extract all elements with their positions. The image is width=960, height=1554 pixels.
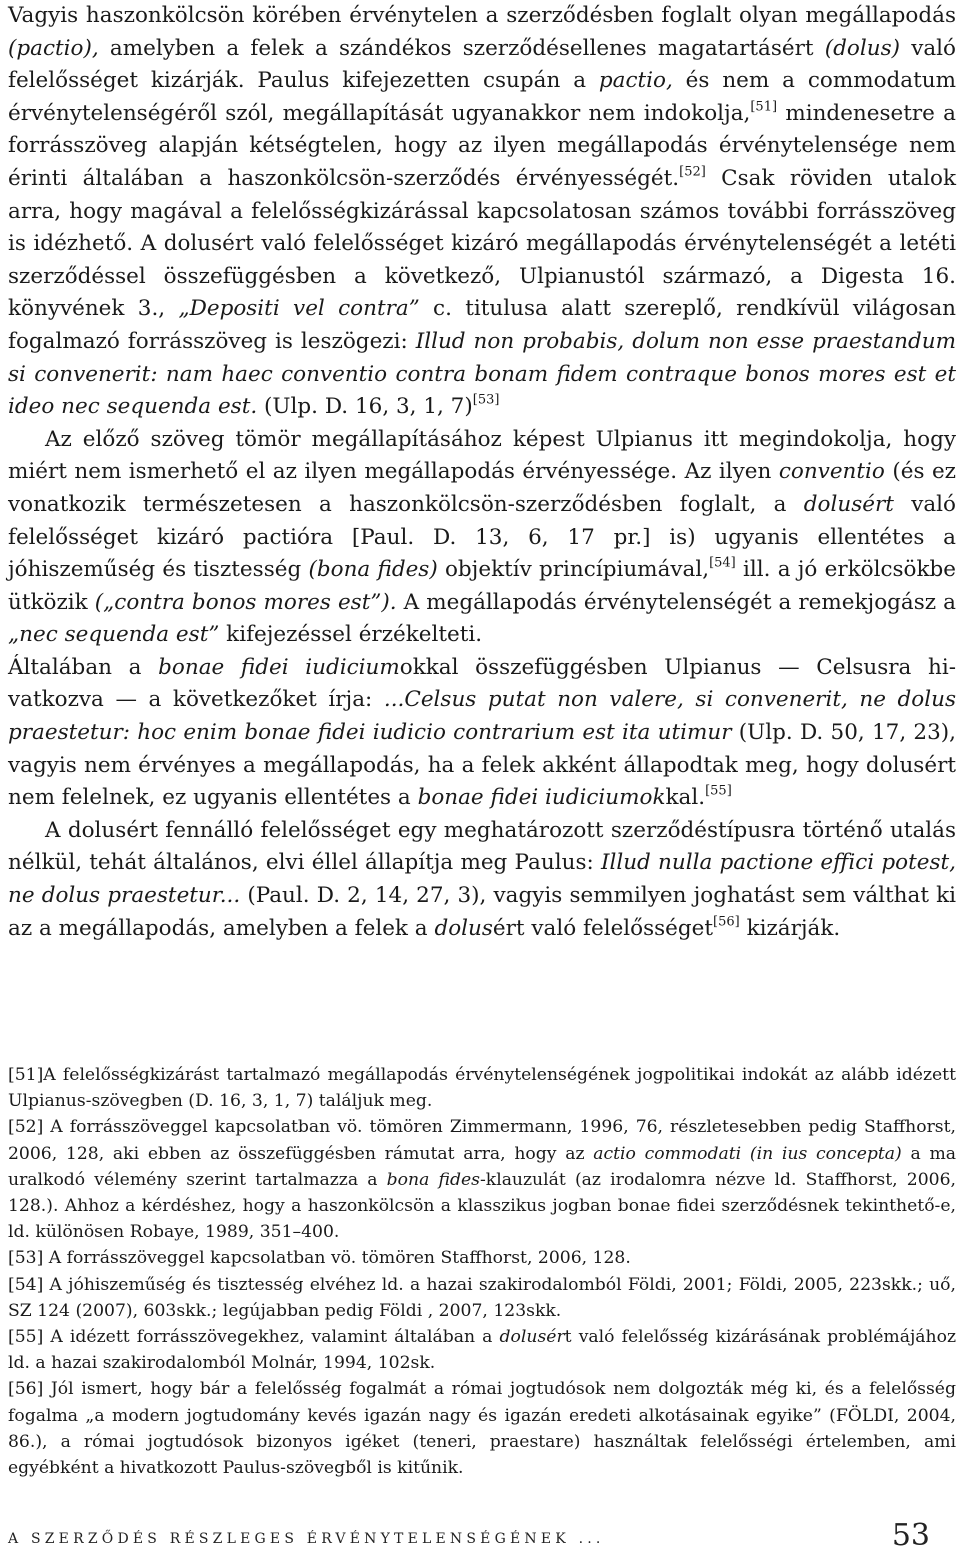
- page-footer: [8, 1518, 956, 1553]
- footnote-55: [55] A idézett forrásszövegekhez, valamint általában a dolusért való felelősség kizárásának problémájához ld. a hazai szakirodalomból Molnár, 1994, 102sk.: [8, 1327, 956, 1374]
- footnote-ref-55[interactable]: [55]: [705, 783, 732, 799]
- footnote-ref-52[interactable]: [52]: [679, 164, 706, 180]
- paragraph-1: Vagyis haszonkölcsön körében érvénytelen a szerződésben foglalt olyan megállapodás (pactio), amelyben a felek a szándékos szerződésellenes magatartásért (dolus) való felelősséget kizárják. Paulus kifejezetten csupán a pactio, és nem a commodatum érvénytelenségéről szól, megállapítását ugyanakkor nem indokolja,[51] mindenesetre a forrásszöveg alapján kétségtelen, hogy az ilyen megállapodás érvénytelensége nem érinti általában a haszonkölcsön-szerződés érvényességét.[52] Csak röviden utalok arra, hogy magával a felelősségkizárással kapcsolatosan számos további forrásszöveg is idézhető. A dolusért való felelősséget kizáró megállapodás érvénytelenségét a letéti szerződéssel összefüggésben a következő, Ulpianustól származó, a Digesta 16. könyvének 3., „Depositi vel contra” c. titulusa alatt szereplő, rendkívül világosan fogalmazó forrásszöveg is leszögezi: Illud non probabis, dolum non esse praestandum si convenerit: nam haec conventio contra bonam fidem contraque bonos mores est et ideo nec sequenda est. (Ulp. D. 16, 3, 1, 7)[53]: [8, 3, 957, 420]
- paragraph-2: Az előző szöveg tömör megállapításához képest Ulpianus itt megindokolja, hogy miért nem ismerhető el az ilyen megállapodás érvényessége. Az ilyen conventio (és ez vonatkozik természetesen a haszonkölcsön-szerződésben foglalt, a dolusért való felelősséget kizáró pactióra [Paul. D. 13, 6, 17 pr.] is) ugyanis ellentétes a jóhiszeműség és tisztesség (bona fides) objektív princípiumával,[54] ill. a jó erkölcsökbe ütközik („contra bonos mores est”). A megállapodás érvénytelenségét a remekjogász a „nec sequenda est” kifejezéssel érzékelteti.: [8, 426, 956, 648]
- main-text: [8, 0, 956, 945]
- footnote-ref-53[interactable]: [53]: [472, 392, 500, 408]
- footnote-54: [54] A jóhiszeműség és tisztesség elvéhez ld. a hazai szakirodalomból Földi, 2001; Földi, 2005, 223skk.; uő, SZ 124 (2007), 603skk.; legújabban pedig Földi , 2007, 123skk.: [8, 1274, 956, 1321]
- footnote-ref-56[interactable]: [56]: [713, 913, 740, 929]
- footnote-53: [53] A forrásszöveggel kapcsolatban vö. tömören Staffhorst, 2006, 128.: [8, 1248, 631, 1269]
- page-number: 53: [891, 1518, 930, 1553]
- paragraph-3: Általában a bonae fidei iudiciumokkal összefüggésben Ulpianus — Celsusra hivatkozva — a következőket írja: ...Celsus putat non valere, si convenerit, ne dolus praestetur: hoc enim bonae fidei iudicio contrarium est ita utimur (Ulp. D. 50, 17, 23), vagyis nem érvényes a megállapodás, ha a felek akként állapodtak meg, hogy dolusért nem felelnek, ez ugyanis ellentétes a bonae fidei iudiciumokkal.[55]: [8, 654, 956, 811]
- running-title: A SZERZŐDÉS RÉSZLEGES ÉRVÉNYTELENSÉGÉNEK ...: [8, 1531, 605, 1547]
- paragraph-4: A dolusért fennálló felelősséget egy meghatározott szerződéstípusra történő utalás nélkül, tehát általános, elvi éllel állapítja meg Paulus: Illud nulla pactione effici potest, ne dolus praestetur... (Paul. D. 2, 14, 27, 3), vagyis semmilyen joghatást sem válthat ki az a megállapodás, amelyben a felek a dolusért való felelősséget[56] kizárják.: [8, 817, 956, 941]
- footnotes: [8, 1062, 956, 1481]
- footnote-52: [52] A forrásszöveggel kapcsolatban vö. tömören Zimmermann, 1996, 76, részletesebben pedig Staffhorst, 2006, 128, aki ebben az összefüggésben rámutat arra, hogy az actio commodati (in ius concepta) a ma uralkodó vélemény szerint tartalmazza a bona fides-klauzulát (az irodalomra nézve ld. Staffhorst, 2006, 128.). Ahhoz a kérdéshez, hogy a haszonkölcsön a klasszikus jogban bonae fidei szerződésnek tekinthető-e, ld. különösen Robaye, 1989, 351–400.: [8, 1117, 956, 1243]
- footnote-ref-51[interactable]: [51]: [750, 99, 778, 115]
- footnote-51: [51]A felelősségkizárást tartalmazó megállapodás érvénytelenségének jogpolitikai indokát az alább idézett Ulpianus-szövegben (D. 16, 3, 1, 7) találjuk meg.: [8, 1065, 956, 1112]
- footnote-56: [56] Jól ismert, hogy bár a felelősség fogalmát a római jogtudósok nem dolgozták még ki, és a felelősség fogalma „a modern jogtudomány kevés igazán nagy és igazán eredeti alkotásainak egyike” (FÖLDI, 2004, 86.), a római jogtudósok bizonyos igéket (teneri, praestare) használtak felelősségi értelemben, ami egyébként a hivatkozott Paulus-szövegből is kitűnik.: [8, 1379, 956, 1479]
- footnote-ref-54[interactable]: [54]: [709, 555, 736, 571]
